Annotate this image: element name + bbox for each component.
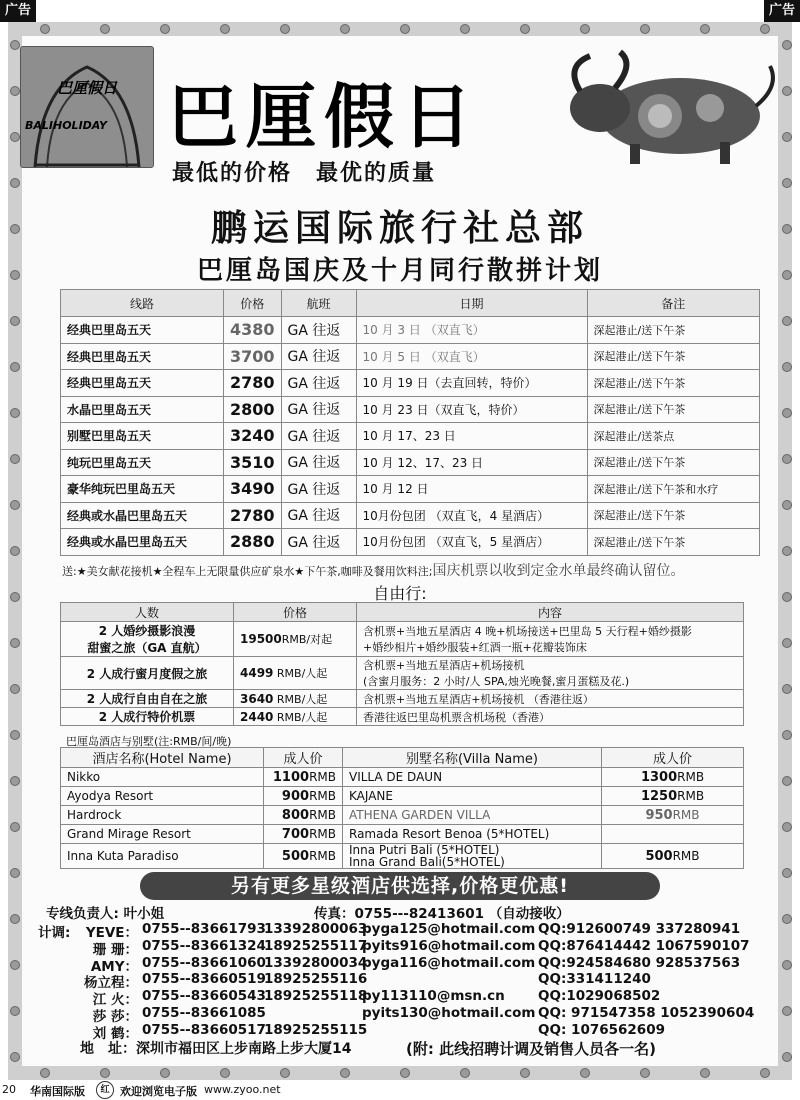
price-cell: 2780 — [224, 370, 282, 397]
currency-label: RMB — [309, 826, 336, 841]
bull-illustration-icon — [560, 46, 782, 166]
package-price-unit: RMB/人起 — [273, 710, 328, 724]
price-cell: 3240 — [224, 423, 282, 450]
contact-phone: 0755--83661793 — [142, 921, 266, 937]
package-price: 4499 — [240, 666, 274, 680]
border-stud — [340, 1068, 350, 1078]
currency-label: RMB — [672, 848, 700, 863]
table-row — [61, 370, 760, 397]
table-header-row — [61, 748, 744, 768]
border-stud — [10, 86, 20, 96]
hotel-name-cell: Grand Mirage Resort — [61, 825, 264, 844]
border-stud — [10, 454, 20, 464]
border-stud — [782, 454, 792, 464]
table-row — [61, 657, 744, 690]
border-stud — [160, 1068, 170, 1078]
package-price-unit: RMB/对起 — [281, 633, 333, 646]
contact-name: AMY： — [90, 958, 138, 975]
border-stud — [782, 132, 792, 142]
route-cell: 经典巴里岛五天 — [61, 317, 224, 344]
border-stud — [782, 178, 792, 188]
route-cell: 豪华纯玩巴里岛五天 — [61, 476, 224, 503]
contact-mobile: 18925255118 — [264, 988, 368, 1005]
table-row — [61, 529, 760, 556]
package-price-cell — [234, 690, 357, 708]
package-price: 2440 — [240, 709, 274, 724]
hotel-price: 900 — [281, 788, 310, 804]
contact-mobile: 13392800034 — [264, 954, 368, 971]
browse-text: 欢迎浏览电子版 — [120, 1085, 197, 1098]
border-stud — [580, 24, 590, 34]
border-stud — [10, 132, 20, 142]
package-price-unit: RMB/人起 — [273, 692, 328, 706]
border-stud — [782, 730, 792, 740]
contact-phone: 0755--83660519 — [142, 971, 266, 988]
hotel-price-cell — [264, 787, 343, 806]
manager-line: 专线负责人: 叶小姐 — [46, 906, 165, 922]
border-stud — [10, 500, 20, 510]
border-stud — [10, 1006, 20, 1016]
free-travel-title: 自由行: — [373, 584, 427, 603]
contact-name: 莎 莎： — [92, 1009, 138, 1025]
price-cell: 3490 — [224, 476, 282, 503]
border-stud — [782, 500, 792, 510]
date-cell: 10 月 12、17、23 日 — [356, 449, 587, 476]
contact-qq: QQ: 971547358 1052390604 — [538, 1005, 755, 1021]
gate-icon — [21, 47, 153, 167]
route-cell: 经典巴里岛五天 — [61, 343, 224, 370]
border-stud — [280, 1068, 290, 1078]
border-stud — [782, 822, 792, 832]
package-content-cell: 香港往返巴里岛机票含机场税（香港） — [357, 708, 744, 726]
villa-name-cell: KAJANE — [343, 787, 602, 806]
route-cell: 别墅巴里岛五天 — [61, 423, 224, 450]
border-stud — [400, 24, 410, 34]
website-link[interactable]: www.zyoo.net — [204, 1083, 281, 1096]
brand-title: 巴厘假日 — [168, 75, 480, 158]
ad-label-right: 广告 — [764, 0, 800, 22]
border-stud — [100, 1068, 110, 1078]
border-stud — [220, 24, 230, 34]
contact-name: 珊 珊： — [92, 941, 138, 958]
contact-phone: 0755--83660517 — [142, 1021, 266, 1038]
page-number: 20 — [2, 1083, 16, 1096]
table-row — [61, 806, 744, 825]
flight-cell: GA 往返 — [281, 449, 356, 476]
currency-label: RMB — [309, 848, 336, 863]
flight-cell: GA 往返 — [281, 396, 356, 423]
border-stud — [10, 316, 20, 326]
flight-cell: GA 往返 — [281, 476, 356, 503]
table-header-row — [61, 290, 760, 317]
hotel-table-caption: 巴厘岛酒店与别墅(注:RMB/间/晚) — [66, 735, 232, 748]
hotel-price: 800 — [281, 807, 310, 823]
calls-label: 计调: — [38, 925, 71, 941]
contact-qq: QQ:1029068502 — [538, 988, 661, 1005]
note-cell: 深起港止/送下午茶 — [587, 449, 759, 476]
border-stud — [10, 178, 20, 188]
villa-name-cell: VILLA DE DAUN — [343, 768, 602, 787]
ad-label-left: 广告 — [0, 0, 36, 22]
tour-footnote — [62, 560, 685, 580]
hotel-price: 500 — [281, 848, 310, 864]
column-header: 酒店名称(Hotel Name) — [61, 748, 264, 768]
contact-qq: QQ:912600749 337280941 — [538, 921, 741, 937]
hotel-price: 700 — [281, 826, 310, 842]
border-stud — [760, 24, 770, 34]
border-stud — [782, 868, 792, 878]
package-price: 3640 — [240, 691, 274, 706]
table-header-row — [61, 603, 744, 622]
package-title-cell: 2 人成行特价机票 — [61, 708, 234, 726]
date-cell: 10 月 19 日（去直回转，特价） — [356, 370, 587, 397]
hotel-price-cell — [264, 768, 343, 787]
footnote-gifts: 送:★美女献花接机★全程车上无限量供应矿泉水★下午茶,咖啡及餐用饮料注; — [62, 565, 433, 578]
flight-cell: GA 往返 — [281, 502, 356, 529]
contact-name: 江 火： — [92, 992, 138, 1009]
hotel-name-cell: Inna Kuta Paradiso — [61, 844, 264, 869]
border-stud — [10, 960, 20, 970]
promo-banner: 另有更多星级酒店供选择,价格更优惠! — [140, 872, 660, 900]
border-stud — [700, 1068, 710, 1078]
package-title-cell: 2 人婚纱摄影浪漫 甜蜜之旅（GA 直航） — [61, 622, 234, 657]
border-stud — [40, 24, 50, 34]
package-title-cell: 2 人成行蜜月度假之旅 — [61, 657, 234, 690]
border-stud — [10, 546, 20, 556]
contact-phone: 0755--83660543 — [142, 988, 266, 1005]
contact-qq: QQ:331411240 — [538, 971, 651, 988]
column-header: 价格 — [224, 290, 282, 317]
package-price-cell — [234, 708, 357, 726]
contact-qq: QQ:924584680 928537563 — [538, 954, 741, 971]
border-stud — [10, 822, 20, 832]
hotel-price-cell — [264, 825, 343, 844]
contact-mobile: 18925255116 — [264, 971, 368, 988]
route-cell: 经典或水晶巴里岛五天 — [61, 529, 224, 556]
villa-price: 500 — [645, 848, 673, 864]
contact-mobile: 18925255117 — [264, 937, 368, 954]
table-row — [61, 449, 760, 476]
villa-price: 1300 — [640, 769, 678, 785]
note-cell: 深起港止/送下午茶 — [587, 502, 759, 529]
villa-price: 1250 — [640, 788, 678, 804]
border-stud — [10, 362, 20, 372]
border-stud — [700, 24, 710, 34]
contact-name: 杨立程： — [84, 975, 138, 992]
flight-cell: GA 往返 — [281, 423, 356, 450]
price-cell: 3510 — [224, 449, 282, 476]
villa-price: 950 — [645, 807, 673, 823]
table-row — [61, 825, 744, 844]
contact-mobile: 13392800063 — [264, 921, 368, 937]
contact-qq: QQ: 1076562609 — [538, 1021, 665, 1038]
border-stud — [640, 1068, 650, 1078]
flight-cell: GA 往返 — [281, 529, 356, 556]
table-row — [61, 423, 760, 450]
border-stud — [10, 1052, 20, 1062]
villa-name-cell: Ramada Resort Benoa (5*HOTEL) — [343, 825, 602, 844]
border-stud — [580, 1068, 590, 1078]
date-cell: 10 月 12 日 — [356, 476, 587, 503]
border-stud — [160, 24, 170, 34]
package-title-cell: 2 人成行自由自在之旅 — [61, 690, 234, 708]
fax-line: 传真：0755---82413601 （自动接收） — [314, 906, 570, 922]
route-cell: 水晶巴里岛五天 — [61, 396, 224, 423]
contact-name: YEVE： — [85, 925, 138, 941]
route-cell: 纯玩巴里岛五天 — [61, 449, 224, 476]
border-stud — [782, 546, 792, 556]
border-stud — [220, 1068, 230, 1078]
flight-cell: GA 往返 — [281, 370, 356, 397]
package-content-cell: 含机票+当地五星酒店+机场接机 (含蜜月服务：2 小时/人 SPA,烛光晚餐,蜜月蛋糕及花.) — [357, 657, 744, 690]
recruit-notice: (附: 此线招聘计调及销售人员各一名) — [406, 1040, 656, 1058]
date-cell: 10 月 17、23 日 — [356, 423, 587, 450]
column-header: 成人价 — [264, 748, 343, 768]
contact-phone: 0755--83661085 — [142, 1005, 266, 1021]
table-row — [61, 768, 744, 787]
currency-label: RMB — [677, 788, 705, 803]
villa-name-cell: ATHENA GARDEN VILLA — [343, 806, 602, 825]
border-stud — [782, 86, 792, 96]
group-tour-table — [60, 289, 760, 556]
border-stud — [280, 24, 290, 34]
villa-price-cell — [602, 825, 744, 844]
table-row — [61, 476, 760, 503]
border-stud — [640, 24, 650, 34]
villa-price-cell — [602, 768, 744, 787]
table-row — [61, 787, 744, 806]
contact-mobile: 18925255115 — [264, 1021, 368, 1038]
baliholiday-logo — [20, 46, 154, 168]
hotel-price-cell — [264, 806, 343, 825]
table-row — [61, 502, 760, 529]
plan-title: 巴厘岛国庆及十月同行散拼计划 — [196, 256, 603, 286]
villa-name-cell: Inna Putri Bali (5*HOTEL) Inna Grand Bali(5*HOTEL) — [343, 844, 602, 869]
date-cell: 10 月 5 日 （双直飞） — [356, 343, 587, 370]
column-header: 成人价 — [602, 748, 744, 768]
free-travel-table — [60, 602, 744, 726]
table-row — [61, 708, 744, 726]
border-stud — [782, 408, 792, 418]
villa-price-cell — [602, 844, 744, 869]
border-stud — [10, 684, 20, 694]
contact-phone: 0755--83661060 — [142, 954, 266, 971]
border-stud — [400, 1068, 410, 1078]
border-stud — [520, 1068, 530, 1078]
border-stud — [40, 1068, 50, 1078]
route-cell: 经典或水晶巴里岛五天 — [61, 502, 224, 529]
border-stud — [10, 868, 20, 878]
border-stud — [782, 638, 792, 648]
note-cell: 深起港止/送下午茶 — [587, 529, 759, 556]
currency-label: RMB — [677, 769, 705, 784]
price-cell: 2880 — [224, 529, 282, 556]
table-row — [61, 317, 760, 344]
column-header: 航班 — [281, 290, 356, 317]
brand-slogan: 最低的价格 最优的质量 — [172, 161, 437, 186]
logo-cn-text: 巴厘假日 — [57, 79, 118, 97]
border-stud — [460, 24, 470, 34]
date-cell: 10 月 23 日（双直飞，特价） — [356, 396, 587, 423]
border-stud — [10, 776, 20, 786]
route-cell: 经典巴里岛五天 — [61, 370, 224, 397]
border-stud — [10, 40, 20, 50]
package-price: 19500 — [240, 632, 282, 646]
note-cell: 深起港止/送下午茶 — [587, 396, 759, 423]
note-cell: 深起港止/送下午茶和水疗 — [587, 476, 759, 503]
edition-badge-icon: 红 — [96, 1081, 114, 1099]
border-stud — [782, 362, 792, 372]
column-header: 备注 — [587, 290, 759, 317]
border-stud — [520, 24, 530, 34]
border-stud — [782, 316, 792, 326]
contact-email[interactable]: py113110@msn.cn — [362, 988, 505, 1005]
currency-label: RMB — [672, 807, 700, 822]
footnote-ticket-notice: 国庆机票以收到定金水单最终确认留位。 — [432, 563, 685, 579]
table-row — [61, 343, 760, 370]
address-line: 地 址：深圳市福田区上步南路上步大厦14 — [80, 1041, 352, 1057]
logo-en-text: BALIHOLIDAY — [25, 119, 108, 132]
column-header: 别墅名称(Villa Name) — [343, 748, 602, 768]
border-stud — [460, 1068, 470, 1078]
company-name: 鹏运国际旅行社总部 — [210, 207, 589, 249]
package-content-cell: 含机票+当地五星酒店+机场接机 （香港往返） — [357, 690, 744, 708]
hotel-name-cell: Hardrock — [61, 806, 264, 825]
hotel-price-cell — [264, 844, 343, 869]
table-row — [61, 622, 744, 657]
column-header: 人数 — [61, 603, 234, 622]
contact-email[interactable]: pyits130@hotmail.com — [362, 1005, 536, 1021]
villa-price-cell — [602, 787, 744, 806]
flight-cell: GA 往返 — [281, 317, 356, 344]
package-price-cell — [234, 657, 357, 690]
package-content-cell: 含机票+当地五星酒店 4 晚+机场接送+巴里岛 5 天行程+婚纱摄影 +婚纱相片+婚纱服装+红酒一瓶+花瓣装饰床 — [357, 622, 744, 657]
hotel-name-cell: Ayodya Resort — [61, 787, 264, 806]
date-cell: 10月份包团 （双直飞，5 星酒店） — [356, 529, 587, 556]
contact-phone: 0755--83661324 — [142, 937, 266, 954]
note-cell: 深起港止/送茶点 — [587, 423, 759, 450]
column-header: 内容 — [357, 603, 744, 622]
hotel-villa-table — [60, 747, 744, 869]
border-stud — [782, 960, 792, 970]
date-cell: 10月份包团 （双直飞，4 星酒店） — [356, 502, 587, 529]
border-stud — [782, 1006, 792, 1016]
package-price-unit: RMB/人起 — [273, 667, 328, 680]
edition-name: 华南国际版 — [30, 1085, 85, 1098]
currency-label: RMB — [309, 807, 336, 822]
border-stud — [100, 24, 110, 34]
table-row — [61, 844, 744, 869]
price-cell: 4380 — [224, 317, 282, 344]
page-footer — [0, 1080, 800, 1100]
border-stud — [10, 914, 20, 924]
border-stud — [10, 730, 20, 740]
note-cell: 深起港止/送下午茶 — [587, 317, 759, 344]
price-cell: 3700 — [224, 343, 282, 370]
border-stud — [10, 638, 20, 648]
currency-label: RMB — [309, 788, 336, 803]
contact-email[interactable]: pyga116@hotmail.com — [362, 954, 536, 971]
contact-name: 刘 鹤： — [92, 1025, 138, 1042]
currency-label: RMB — [309, 769, 336, 784]
price-cell: 2780 — [224, 502, 282, 529]
note-cell: 深起港止/送下午茶 — [587, 370, 759, 397]
border-stud — [782, 914, 792, 924]
contact-qq: QQ:876414442 1067590107 — [538, 937, 750, 954]
table-row — [61, 396, 760, 423]
border-stud — [782, 776, 792, 786]
column-header: 价格 — [234, 603, 357, 622]
villa-price-cell — [602, 806, 744, 825]
column-header: 日期 — [356, 290, 587, 317]
border-stud — [340, 24, 350, 34]
border-stud — [782, 40, 792, 50]
border-stud — [782, 684, 792, 694]
price-cell: 2800 — [224, 396, 282, 423]
contact-email[interactable]: pyga125@hotmail.com — [362, 921, 536, 937]
date-cell: 10 月 3 日 （双直飞） — [356, 317, 587, 344]
contact-email[interactable]: pyits916@hotmail.com — [362, 937, 536, 954]
border-stud — [782, 1052, 792, 1062]
border-stud — [10, 408, 20, 418]
hotel-price: 1100 — [272, 769, 310, 785]
table-row — [61, 690, 744, 708]
hotel-name-cell: Nikko — [61, 768, 264, 787]
flight-cell: GA 往返 — [281, 343, 356, 370]
note-cell: 深起港止/送下午茶 — [587, 343, 759, 370]
column-header: 线路 — [61, 290, 224, 317]
package-price-cell — [234, 622, 357, 657]
border-stud — [760, 1068, 770, 1078]
